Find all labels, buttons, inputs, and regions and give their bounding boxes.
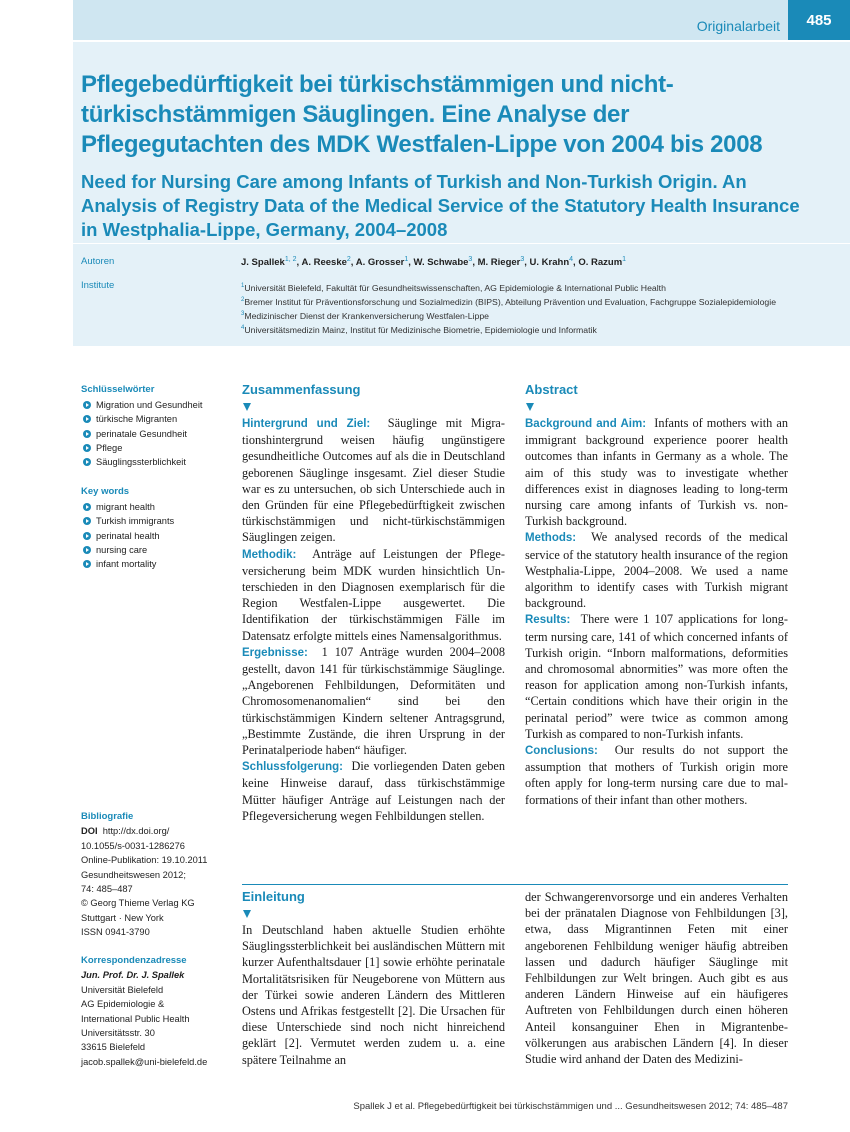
zus-lead-background: Hintergrund und Ziel: — [242, 418, 371, 430]
author-affiliation: 1 — [404, 256, 409, 263]
page-number: 485 — [788, 0, 850, 40]
keywords-english-title: Key words — [81, 486, 130, 497]
zusammenfassung-title: Zusammenfassung — [242, 382, 361, 397]
keyword-item — [81, 441, 231, 455]
keywords-english — [81, 486, 231, 571]
keywords-german-title: Schlüsselwörter — [81, 384, 155, 395]
institute-item — [241, 280, 801, 294]
institute-text: Medizinischer Dienst der Krankenversicherung Westfalen-Lippe — [244, 310, 490, 321]
bibliography-line: © Georg Thieme Verlag KG — [81, 898, 195, 909]
correspondence-line: 33615 Bielefeld — [81, 1042, 146, 1053]
abs-text-conclusion: Our results do not support the assumption that mothers of Turkish origin more often apply for long-term nursing care due to malformations of their infant than other mothers. — [525, 743, 788, 807]
doi-link[interactable]: http://dx.doi.org/ — [102, 826, 170, 837]
bullet-arrow-icon — [83, 458, 91, 466]
introduction-text-right: der Schwangerenvorsorge und ein anderes Verhalten bei der pränatalen Diagnose von Fehlbildungen [3], etwa, dass Migrantinnen Feten mit einer angeborenen Fehlbildung weniger häufig abtreiben lassen und dadurch häufiger Säuglinge mit Fehlbildungen zur Welt bringen. Auch gibt es aus anderen Ländern Hinweise auf ein häufigeres Auftreten von Fehlbildungen durch einen höheren Anteil konsanguiner Ehen in Migrantenbevölkerungen aus arabischen Ländern [4]. In dieser Studie wird anhand der Daten des Medizini- — [525, 890, 788, 1067]
keyword-text: Säuglingssterblichkeit — [96, 457, 186, 468]
title-english: Need for Nursing Care among Infants of Turkish and Non-Turkish Origin. An Analysis of Registry Data of the Medical Service of the Statutory Health Insurance in Westphalia-Lippe, Germany, 2004–2008 — [81, 171, 800, 240]
keyword-item — [81, 455, 231, 469]
author: A. Grosser — [355, 257, 405, 269]
correspondence-line[interactable]: jacob.spallek@uni-bielefeld.de — [81, 1056, 208, 1067]
introduction-title: Einleitung — [242, 889, 305, 904]
keyword-text: perinatal health — [96, 530, 160, 541]
bullet-arrow-icon — [83, 430, 91, 438]
section-label: Originalarbeit — [696, 18, 780, 34]
doi-label: DOI — [81, 826, 98, 837]
bullet-arrow-icon — [83, 560, 91, 568]
bibliography-title: Bibliografie — [81, 811, 134, 822]
keyword-item — [81, 543, 231, 557]
zusammenfassung — [242, 382, 505, 824]
institute-item — [241, 322, 801, 336]
zus-results — [242, 644, 505, 758]
triangle-marker-icon — [243, 403, 251, 411]
bibliography-lines — [81, 839, 231, 940]
author: A. Reeske — [301, 257, 347, 269]
correspondence-line: Universitätsstr. 30 — [81, 1028, 155, 1039]
doi-line — [81, 824, 231, 838]
bibliography-line: Online-Publikation: 19.10.2011 — [81, 855, 208, 866]
keyword-text: infant mortality — [96, 559, 157, 570]
keyword-text: nursing care — [96, 544, 148, 555]
keyword-text: perinatale Gesundheit — [96, 428, 187, 439]
bibliography-line: 74: 485–487 — [81, 884, 133, 895]
author-affiliation: 2 — [346, 256, 351, 263]
keyword-text: migrant health — [96, 502, 155, 512]
keyword-item — [81, 557, 231, 571]
institute-list — [241, 280, 801, 336]
author: W. Schwabe — [413, 257, 469, 269]
bibliography-line: ISSN 0941-3790 — [81, 927, 150, 938]
abs-lead-methods: Methods: — [525, 532, 577, 545]
triangle-marker-icon — [526, 403, 534, 411]
author: O. Razum — [578, 257, 623, 269]
triangle-marker-icon — [243, 910, 251, 918]
author-affiliation: 1, 2 — [284, 256, 297, 263]
institute-number: 3 — [241, 310, 245, 317]
author-affiliation: 3 — [520, 256, 525, 263]
abs-text-results: There were 1 107 applications for long-term nursing care, 141 of which concerned infants of Turkish origin. “Inborn malformations, deformities and chromosomal abnormities” was more often the reason for application among non-Turkish infants, “Certain conditions which have their origin in the perinatal period” were twice as common among Turkish as compared to non-Turkish infants. — [525, 612, 788, 741]
zus-lead-results: Ergebnisse: — [242, 646, 308, 659]
author-list: J. Spallek$^{1, 2}$, A. Reeske$^2$, A. Grosser$^1$, W. Schwabe$^3$, M. Rieger$^3$, U. Krahn$^4$, O. Razum$^1$ — [241, 256, 627, 269]
correspondence — [81, 954, 241, 1069]
keyword-text: Migration und Gesundheit — [96, 400, 203, 410]
bullet-arrow-icon — [83, 517, 91, 525]
keyword-item — [81, 412, 231, 426]
introduction-right — [525, 889, 788, 1067]
keywords-german-list — [81, 398, 231, 469]
abs-background — [525, 415, 788, 529]
keyword-item — [81, 427, 231, 441]
institute-text: Universität Bielefeld, Fakultät für Gesundheitswissenschaften, AG Epidemiologie & International Public Health — [244, 282, 666, 293]
introduction-left — [242, 889, 505, 1068]
zus-conclusion — [242, 758, 505, 824]
page-footer: Spallek J et al. Pflegebedürftigkeit bei türkischstämmigen und ... Gesundheitswesen 2012; 74: 485–487 — [353, 1101, 788, 1112]
keywords-german — [81, 384, 231, 469]
abstract-title: Abstract — [525, 382, 578, 397]
keyword-text: Turkish immigrants — [96, 516, 175, 527]
institute-number: 1 — [241, 283, 245, 289]
bibliography-line: 10.1055/s-0031-1286276 — [81, 840, 185, 851]
institute-text: Universitätsmedizin Mainz, Institut für Medizinische Biometrie, Epidemiologie und Informatik — [244, 324, 597, 335]
zus-lead-methods: Methodik: — [242, 548, 297, 561]
bullet-arrow-icon — [83, 532, 91, 540]
author: M. Rieger — [477, 257, 521, 269]
zus-background — [242, 415, 505, 546]
institute-item — [241, 308, 801, 322]
bibliography — [81, 810, 231, 940]
keywords-english-list — [81, 500, 231, 571]
author-affiliation: 3 — [468, 256, 473, 263]
introduction-divider — [242, 884, 788, 885]
introduction-text-left: In Deutschland haben aktuelle Studien erhöhte Säuglingssterblichkeit bei ausländischen Müttern mit kurzer Aufenthaltsdauer [1] sowie erhöhte perinatale Mortalitätsrisiken für Neugeborene von Müttern aus der Türkei sowie anderen Ländern des Mittleren Ostens und Afrikas festgestellt [2]. Die Ursachen für diese Unterschiede sind noch nicht hinreichend geklärt [2]. Vermutet werden zudem u. a. eine spätere Teilnahme an — [242, 923, 505, 1067]
keyword-text: türkische Migranten — [96, 414, 178, 425]
bullet-arrow-icon — [83, 444, 91, 452]
institute-item — [241, 294, 801, 308]
institutes-label: Institute — [81, 280, 115, 291]
abs-text-methods: We analysed records of the medical service of the statutory health insurance of the region Westphalia-Lippe, 2004–2008. We used a name algorithm to identify cases with Turkish migrant background. — [525, 530, 788, 611]
zus-lead-conclusion: Schlussfolgerung: — [242, 761, 343, 774]
abs-text-background: Infants of mothers with an immigrant background experience poorer health outcomes than infants in Germany as a whole. The aim of this study was to investigate whether differences exist in diagnoses leading to long-term nursing care among infants of Turkish vs. non-Turkish background. — [525, 416, 788, 529]
correspondence-title: Korrespondenzadresse — [81, 955, 187, 966]
abs-conclusion — [525, 742, 788, 808]
bullet-arrow-icon — [83, 415, 91, 423]
bullet-arrow-icon — [83, 503, 91, 511]
title-german: Pflegebedürftigkeit bei türkischstämmigen und nicht-türkischstämmigen Säuglingen. Eine Analyse der Pflegegutachten des MDK Westfalen-Lippe von 2004 bis 2008 — [81, 71, 763, 158]
zus-text-conclusion: Die vorliegenden Daten geben keine Hinweise darauf, dass türkischstämmige Mütter häufiger Anträge auf Leistungen nach der Pflegeversicherung wegen Fehlbildungen stellen. — [242, 759, 505, 823]
zus-text-methods: Anträge auf Leistungen der Pflegeversicherung beim MDK wurden hinsichtlich Unterschieden in den Diagnosen exemplarisch für die Region Westfalen-Lippe ausgewertet. Die Identifikation der türkischstämmigen Fälle im Datensatz erfolgte mittels eines Namensalgorithmus. — [242, 546, 505, 643]
abstract — [525, 382, 788, 808]
zus-text-results: 1 107 Anträge wurden 2004–2008 gestellt, davon 141 für türkischstämmige Säuglinge. „Angeborenen Fehlbildungen, Deformitäten und Chromosomenanomalien“ sind bei den türkischstämmigen Kindern seltener Antragsgrund, „Bestimmte Zustände, die ihren Ursprung in der Perinatalperiode haben“ häufiger. — [242, 644, 505, 758]
keyword-item — [81, 500, 231, 514]
zus-text-background: Säuglinge mit Migrationshintergrund weisen häufig ungünstigere gesundheitliche Outcomes auf als die in Deutschland geborenen Säuglinge insgesamt. Ziel dieser Studie war es zu untersuchen, ob sich Unterschiede auch in den Gründen für eine Pflegebedürftigkeit zwischen türkischstämmigen und nicht-türkischstämmigen Säuglingen zeigen. — [242, 416, 506, 545]
abs-lead-conclusion: Conclusions: — [525, 745, 598, 758]
author: J. Spallek — [241, 257, 285, 269]
abs-lead-background: Background and Aim: — [525, 418, 647, 430]
bullet-arrow-icon — [83, 546, 91, 554]
abs-results — [525, 611, 788, 742]
author-affiliation: 1 — [622, 256, 627, 263]
bibliography-line: Gesundheitswesen 2012; — [81, 869, 186, 880]
institute-number: 4 — [241, 324, 245, 331]
keyword-item — [81, 514, 231, 528]
correspondence-name: Jun. Prof. Dr. J. Spallek — [81, 970, 185, 981]
correspondence-line: AG Epidemiologie & — [81, 999, 165, 1010]
keyword-item — [81, 398, 231, 412]
correspondence-line: International Public Health — [81, 1013, 190, 1024]
author-affiliation: 4 — [569, 256, 574, 263]
bullet-arrow-icon — [83, 401, 91, 409]
authors-label: Autoren — [81, 256, 115, 267]
institute-text: Bremer Institut für Präventionsforschung und Sozialmedizin (BIPS), Abteilung Prävention und Evaluation, Fachgruppe Sozialepidemiologie — [244, 296, 777, 307]
abs-methods — [525, 529, 788, 611]
correspondence-line: Universität Bielefeld — [81, 984, 164, 995]
bibliography-line: Stuttgart · New York — [81, 912, 164, 923]
header-divider — [73, 243, 850, 244]
abs-lead-results: Results: — [525, 614, 571, 627]
zus-methods — [242, 546, 505, 644]
institute-number: 2 — [241, 296, 245, 303]
author: U. Krahn — [529, 257, 570, 269]
keyword-item — [81, 529, 231, 543]
correspondence-lines — [81, 983, 241, 1069]
keyword-text: Pflege — [96, 442, 123, 453]
